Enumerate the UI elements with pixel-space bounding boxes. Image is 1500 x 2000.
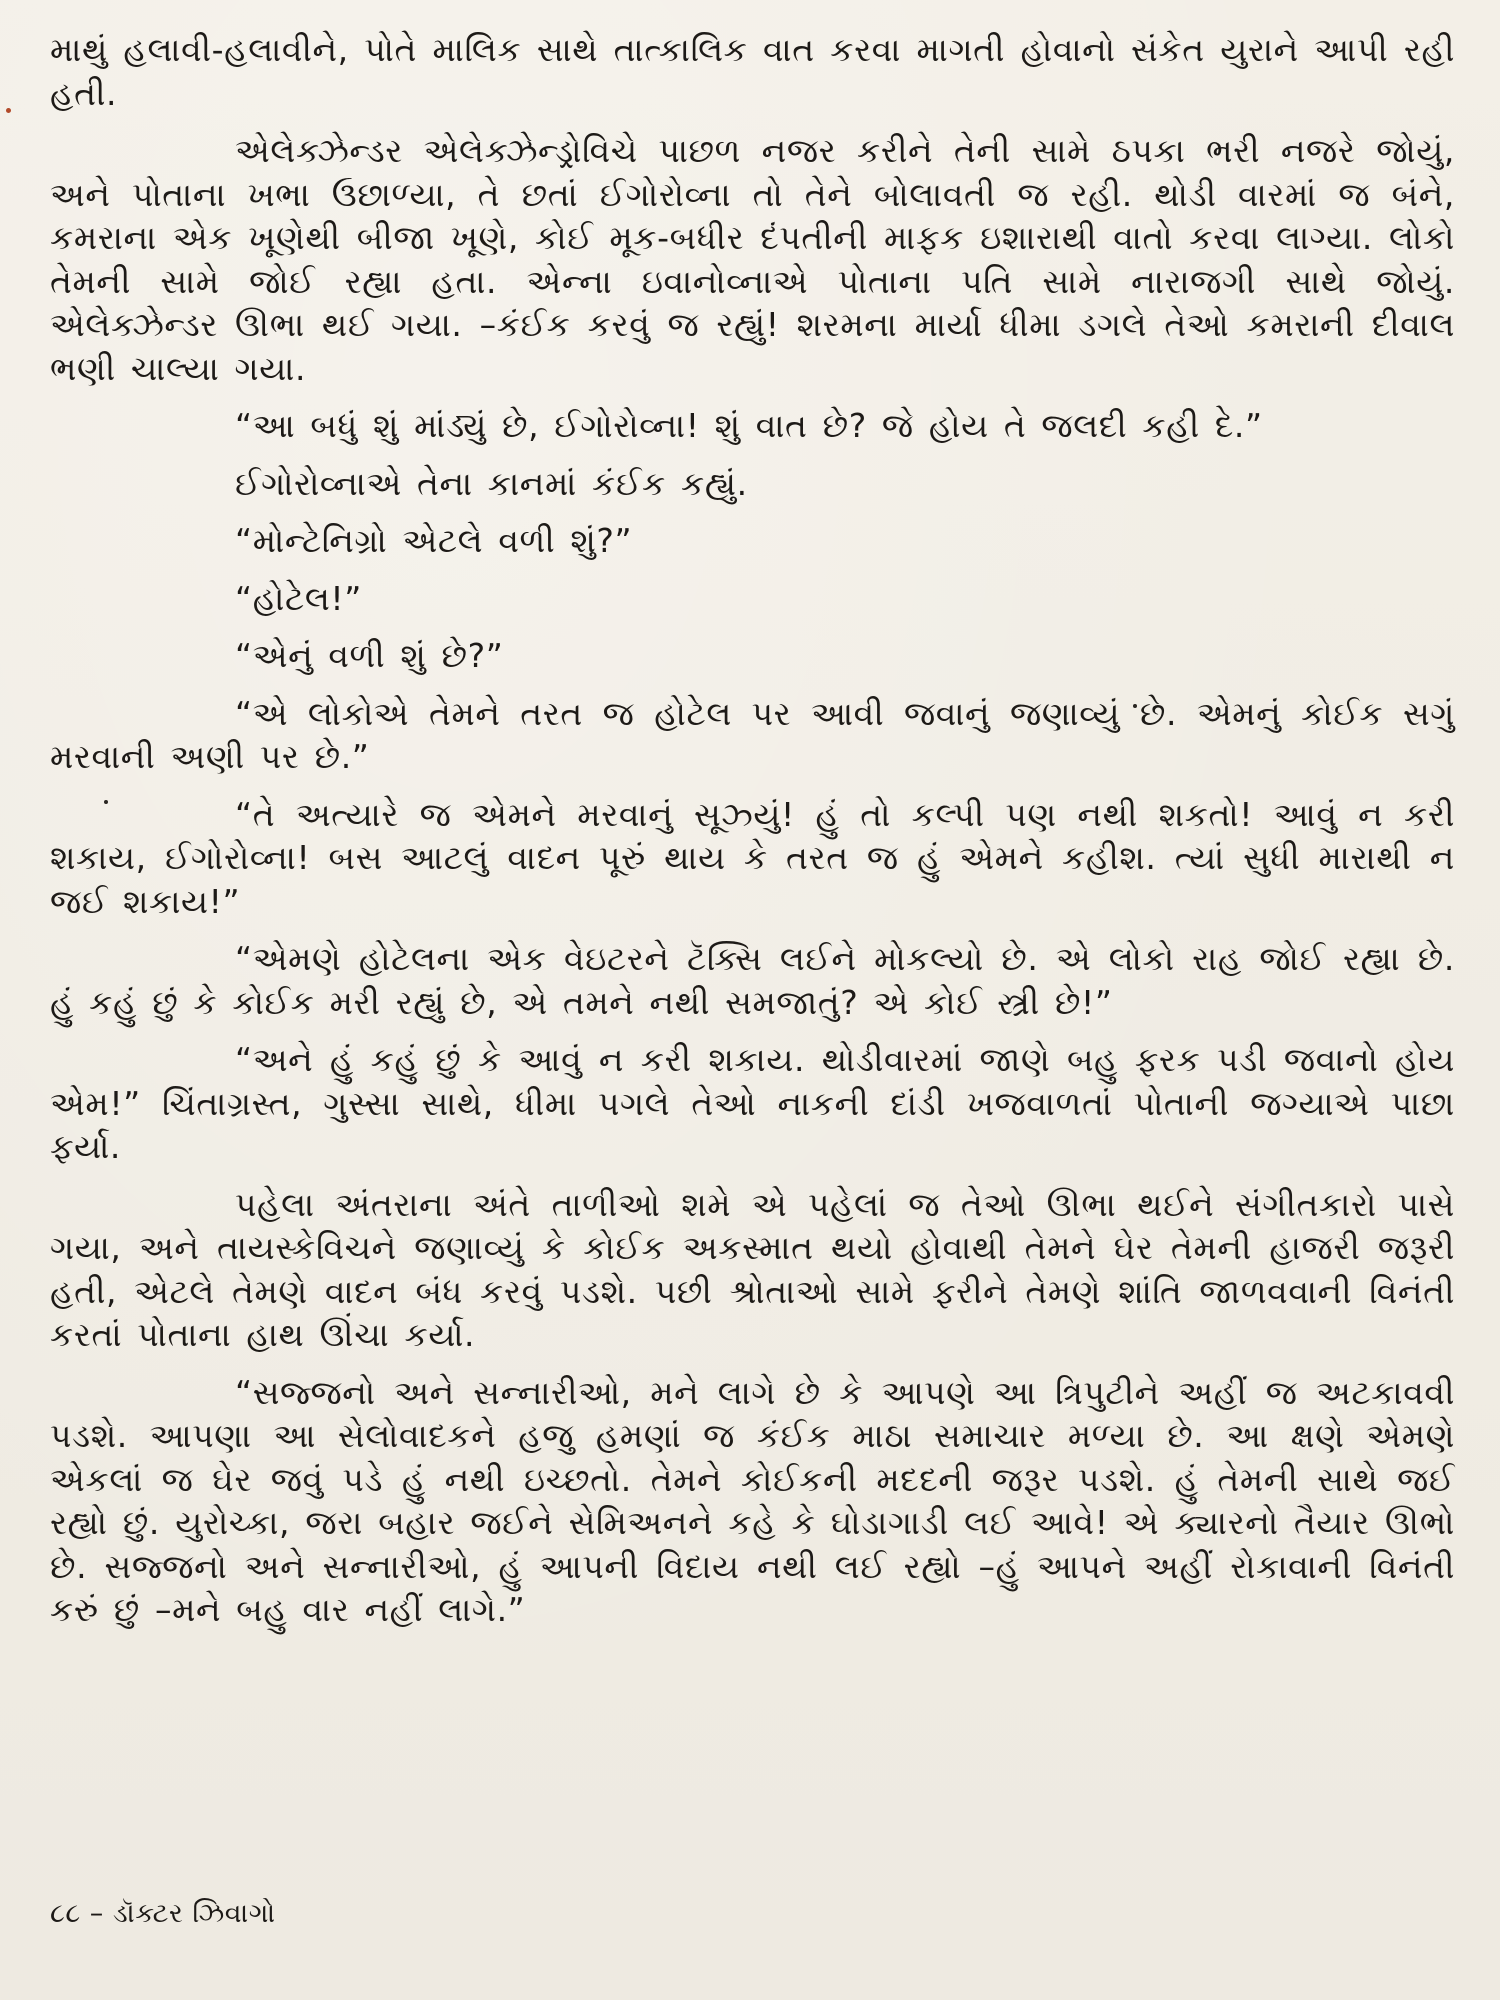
page-footer: ૮૮ – ડૉક્ટર ઝિવાગો [50,1898,276,1929]
dialog-line: “હોટેલ!” [235,578,362,618]
paragraph: માથું હલાવી-હલાવીને, પોતે માલિક સાથે તાત્કાલિક વાત કરવા માગતી હોવાનો સંકેત યુરાને આપી રહી હતી. [50,30,1455,113]
dialog-line: “આ બધું શું માંડ્યું છે, ઈગોરોવ્ના! શું વાત છે? જે હોય તે જલદી કહી દે.” [235,406,1263,445]
paragraph: “અને હું કહું છું કે આવું ન કરી શકાય. થોડીવારમાં જાણે બહુ ફરક પડી જવાનો હોય એમ!” ચિંતાગ્રસ્ત, ગુસ્સા સાથે, ધીમા પગલે તેઓ નાકની દાંડી ખજવાળતાં પોતાની જગ્યાએ પાછા ફર્યા. [50,1040,1455,1166]
paragraph: “તે અત્યારે જ એમને મરવાનું સૂઝ્યું! હું તો કલ્પી પણ નથી શકતો! આવું ન કરી શકાય, ઈગોરોવ્ના! બસ આટલું વાદન પૂરું થાય કે તરત જ હું એમને કહીશ. ત્યાં સુધી મારાથી ન જઈ શકાય!” [50,794,1455,921]
body-text [50,28,1455,1646]
paragraph: “એમણે હોટેલના એક વેઇટરને ટૅક્સિ લઈને મોકલ્યો છે. એ લોકો રાહ જોઈ રહ્યા છે. હું કહું છું કે કોઈક મરી રહ્યું છે, એ તમને નથી સમજાતું? એ કોઈ સ્ત્રી છે!” [50,939,1455,1022]
paragraph: એલેક્ઝેન્ડર એલેક્ઝેન્ડ્રોવિચે પાછળ નજર કરીને તેની સામે ઠપકા ભરી નજરે જોયું, અને પોતાના ખભા ઉછાળ્યા, તે છતાં ઈગોરોવ્ના તો તેને બોલાવતી જ રહી. થોડી વારમાં જ બંને, કમરાના એક ખૂણેથી બીજા ખૂણે, કોઈ મૂક-બધીર દંપતીની માફક ઇશારાથી વાતો કરવા લાગ્યા. લોકો તેમની સામે જોઈ રહ્યા હતા. એન્ના ઇવાનોવ્નાએ પોતાના પતિ સામે નારાજગી સાથે જોયું. એલેક્ઝેન્ડર ઊભા થઈ ગયા. –કંઈક કરવું જ રહ્યું! શરમના માર્યા ધીમા ડગલે તેઓ કમરાની દીવાલ ભણી ચાલ્યા ગયા. [50,131,1455,388]
paragraph: “એ લોકોએ તેમને તરત જ હોટેલ પર આવી જવાનું જણાવ્યું છે. એમનું કોઈક સગું મરવાની અણી પર છે.” [50,693,1455,776]
paragraph: પહેલા અંતરાના અંતે તાળીઓ શમે એ પહેલાં જ તેઓ ઊભા થઈને સંગીતકારો પાસે ગયા, અને તાયસ્કેવિચને જણાવ્યું કે કોઈક અકસ્માત થયો હોવાથી તેમને ઘેર તેમની હાજરી જરૂરી હતી, એટલે તેમણે વાદન બંધ કરવું પડશે. પછી શ્રોતાઓ સામે ફરીને તેમણે શાંતિ જાળવવાની વિનંતી કરતાં પોતાના હાથ ઊંચા કર્યા. [50,1184,1455,1354]
margin-mark [6,108,11,113]
dialog-line: “મોન્ટેનિગ્રો એટલે વળી શું?” [235,521,633,560]
dialog-line: “એનું વળી શું છે?” [235,636,504,675]
paragraph: “સજ્જનો અને સન્નારીઓ, મને લાગે છે કે આપણે આ ત્રિપુટીને અહીં જ અટકાવવી પડશે. આપણા આ સેલોવાદકને હજુ હમણાં જ કંઈક માઠા સમાચાર મળ્યા છે. આ ક્ષણે એમણે એકલાં જ ઘેર જવું પડે હું નથી ઇચ્છતો. તેમને કોઈકની મદદની જરૂર પડશે. હું તેમની સાથે જઈ રહ્યો છું. યુરોચ્કા, જરા બહાર જઈને સેમિઅનને કહે કે ઘોડાગાડી લઈ આવે! એ ક્યારનો તૈયાર ઊભો છે. સજ્જનો અને સન્નારીઓ, હું આપની વિદાય નથી લઈ રહ્યો –હું આપને અહીં રોકાવાની વિનંતી કરું છું –મને બહુ વાર નહીં લાગે.” [50,1372,1455,1629]
dialog-line: ઈગોરોવ્નાએ તેના કાનમાં કંઈક કહ્યું. [235,463,748,503]
